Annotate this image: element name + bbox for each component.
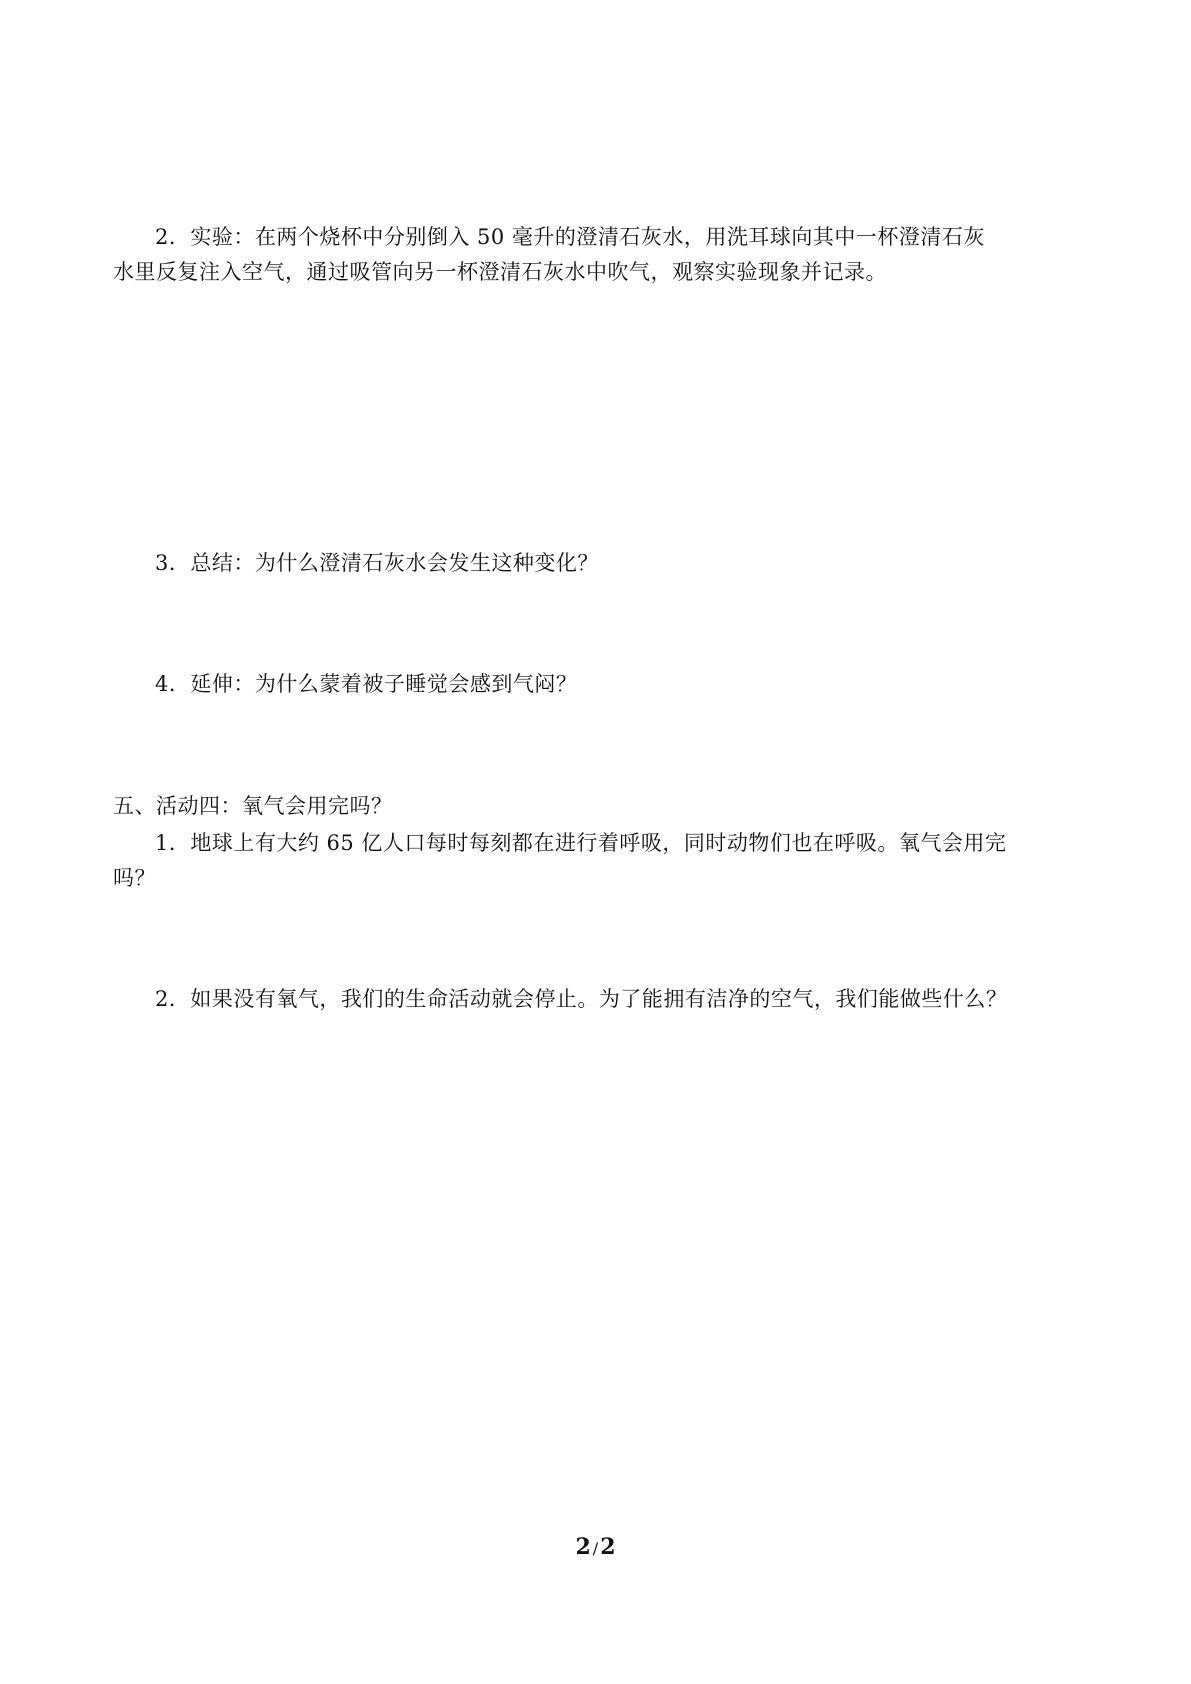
total-pages: 2 bbox=[600, 1534, 616, 1560]
section-five-heading: 五、活动四：氧气会用完吗？ bbox=[113, 794, 393, 818]
oxygen-question-2: 2．如果没有氧气，我们的生命活动就会停止。为了能拥有洁净的空气，我们能做些什么？ bbox=[155, 987, 1008, 1011]
summary-question: 3．总结：为什么澄清石灰水会发生这种变化？ bbox=[155, 551, 599, 575]
current-page: 2 bbox=[575, 1534, 591, 1560]
extension-question: 4．延伸：为什么蒙着被子睡觉会感到气闷？ bbox=[155, 672, 578, 696]
oxygen-question-1-line-1: 1．地球上有大约 65 亿人口每时每刻都在进行着呼吸，同时动物们也在呼吸。氧气会用完 bbox=[155, 831, 1007, 855]
oxygen-question-1-line-2: 吗？ bbox=[113, 866, 156, 890]
experiment-line-1: 2．实验：在两个烧杯中分别倒入 50 毫升的澄清石灰水，用洗耳球向其中一杯澄清石灰 bbox=[155, 225, 985, 249]
page-number bbox=[0, 1532, 1191, 1564]
experiment-line-2: 水里反复注入空气，通过吸管向另一杯澄清石灰水中吹气，观察实验现象并记录。 bbox=[113, 260, 887, 284]
page-separator: / bbox=[592, 1539, 599, 1558]
